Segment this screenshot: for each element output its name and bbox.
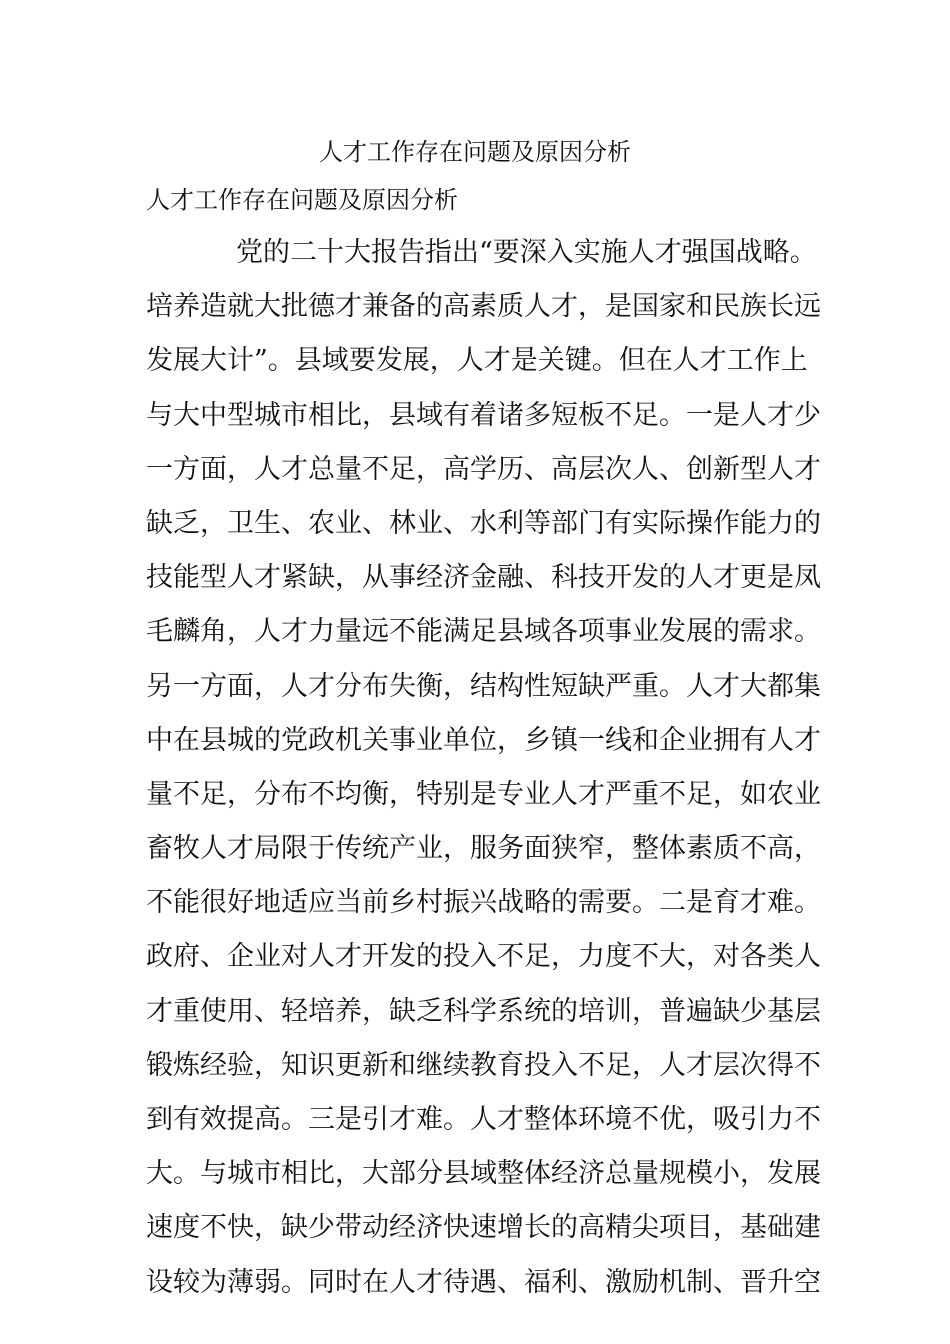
document-subtitle: 人才工作存在问题及原因分析 [146,186,458,214]
body-line: 设较为薄弱。同时在人才待遇、福利、激励机制、晋升空 [146,1266,821,1298]
body-line: 缺乏，卫生、农业、林业、水利等部门有实际操作能力的 [146,507,821,539]
body-line: 量不足，分布不均衡，特别是专业人才严重不足，如农业 [146,778,821,810]
body-line: 毛麟角，人才力量远不能满足县域各项事业发展的需求。 [146,616,821,648]
body-line: 另一方面，人才分布失衡，结构性短缺严重。人才大都集 [146,670,821,702]
body-line: 发展大计”。县域要发展，人才是关键。但在人才工作上 [146,345,808,377]
body-line: 中在县城的党政机关事业单位，乡镇一线和企业拥有人才 [146,724,821,756]
document-body [146,226,821,1310]
body-line: 到有效提高。三是引才难。人才整体环境不优，吸引力不 [146,1104,821,1135]
body-line: 技能型人才紧缺，从事经济金融、科技开发的人才更是凤 [146,562,821,594]
body-line: 党的二十大报告指出“要深入实施人才强国战略。 [236,237,817,268]
body-line: 才重使用、轻培养，缺乏科学系统的培训，普遍缺少基层 [146,995,821,1027]
body-line: 畜牧人才局限于传统产业，服务面狭窄，整体素质不高， [146,833,821,865]
document-title: 人才工作存在问题及原因分析 [319,138,631,166]
body-line: 不能很好地适应当前乡村振兴战略的需要。二是育才难。 [146,887,821,919]
body-line: 培养造就大批德才兼备的高素质人才，是国家和民族长远 [146,291,821,323]
body-line: 一方面，人才总量不足，高学历、高层次人、创新型人才 [146,453,821,485]
body-line: 速度不快，缺少带动经济快速增长的高精尖项目，基础建 [146,1212,821,1244]
body-line: 锻炼经验，知识更新和继续教育投入不足，人才层次得不 [146,1049,821,1081]
body-line: 大。与城市相比，大部分县域整体经济总量规模小，发展 [146,1158,821,1190]
body-line: 政府、企业对人才开发的投入不足，力度不大，对各类人 [146,941,821,973]
body-line: 与大中型城市相比，县域有着诸多短板不足。一是人才少 [146,399,821,431]
